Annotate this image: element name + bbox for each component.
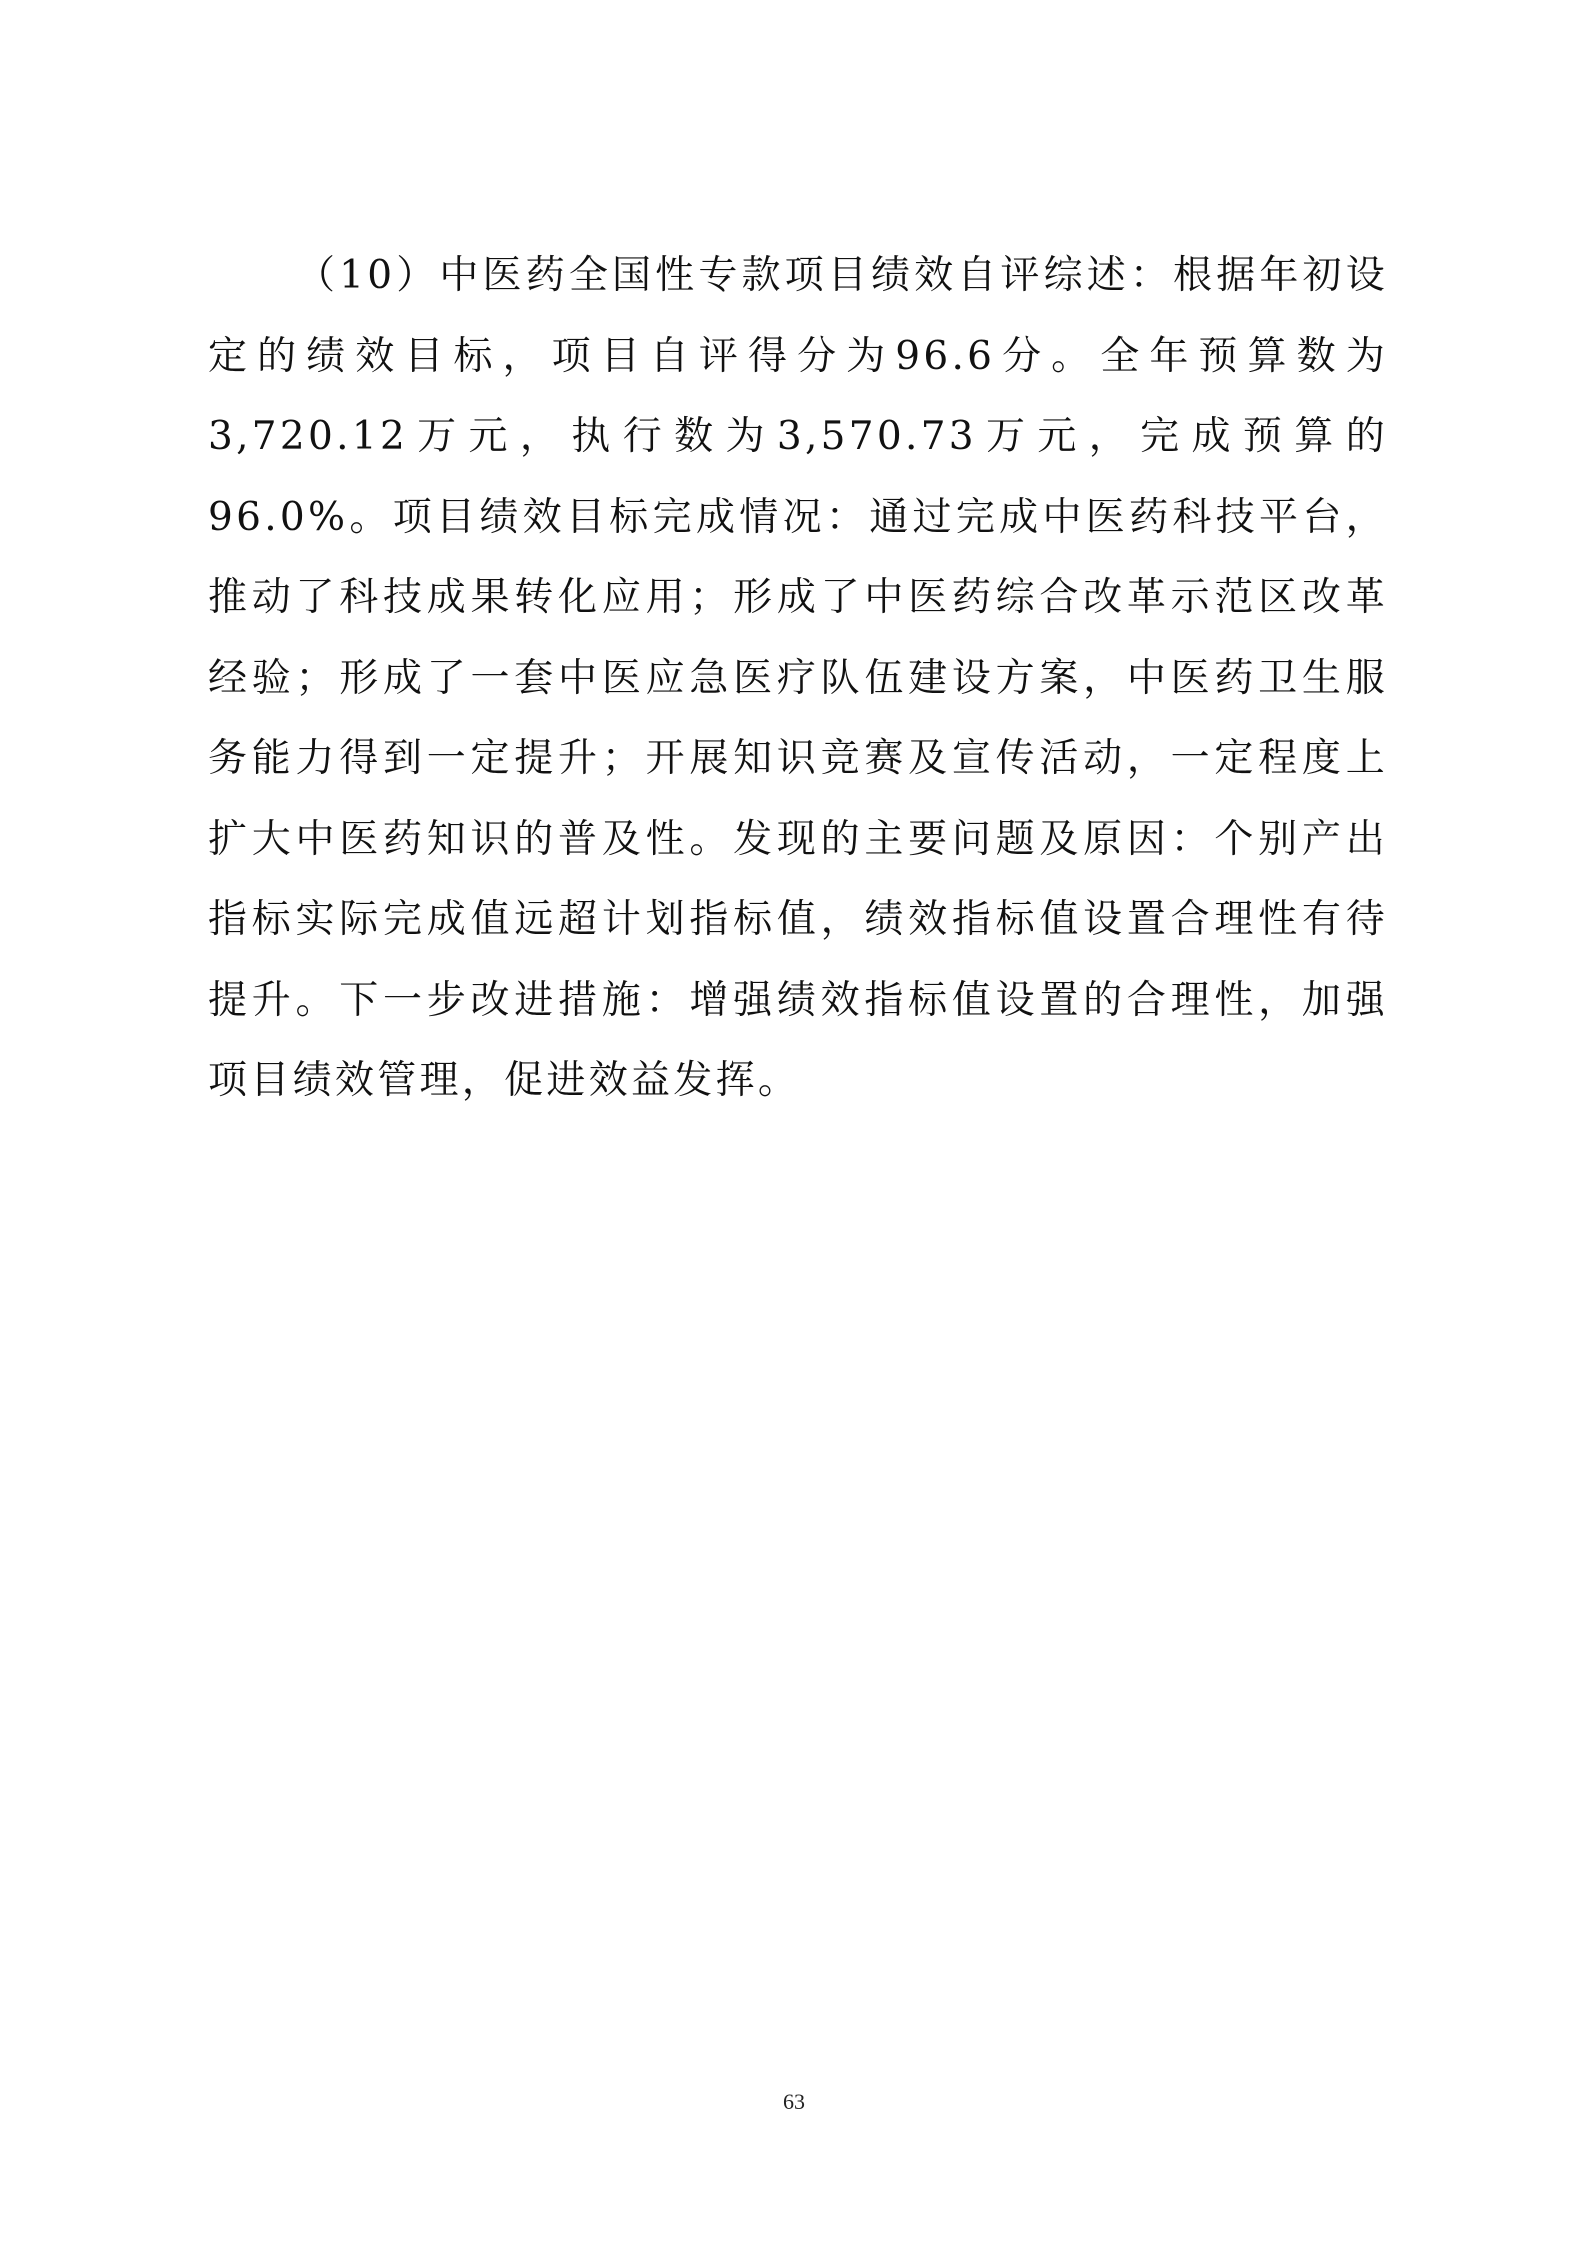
- performance-summary-paragraph: （10）中医药全国性专款项目绩效自评综述：根据年初设定的绩效目标，项目自评得分为96.6分。全年预算数为3,720.12万元，执行数为3,570.73万元，完成预算的96.0%。项目绩效目标完成情况：通过完成中医药科技平台，推动了科技成果转化应用；形成了中医药综合改革示范区改革经验；形成了一套中医应急医疗队伍建设方案，中医药卫生服务能力得到一定提升；开展知识竞赛及宣传活动，一定程度上扩大中医药知识的普及性。发现的主要问题及原因：个别产出指标实际完成值远超计划指标值，绩效指标值设置合理性有待提升。下一步改进措施：增强绩效指标值设置的合理性，加强项目绩效管理，促进效益发挥。: [208, 253, 1388, 1103]
- page-number: 63: [783, 2089, 805, 2114]
